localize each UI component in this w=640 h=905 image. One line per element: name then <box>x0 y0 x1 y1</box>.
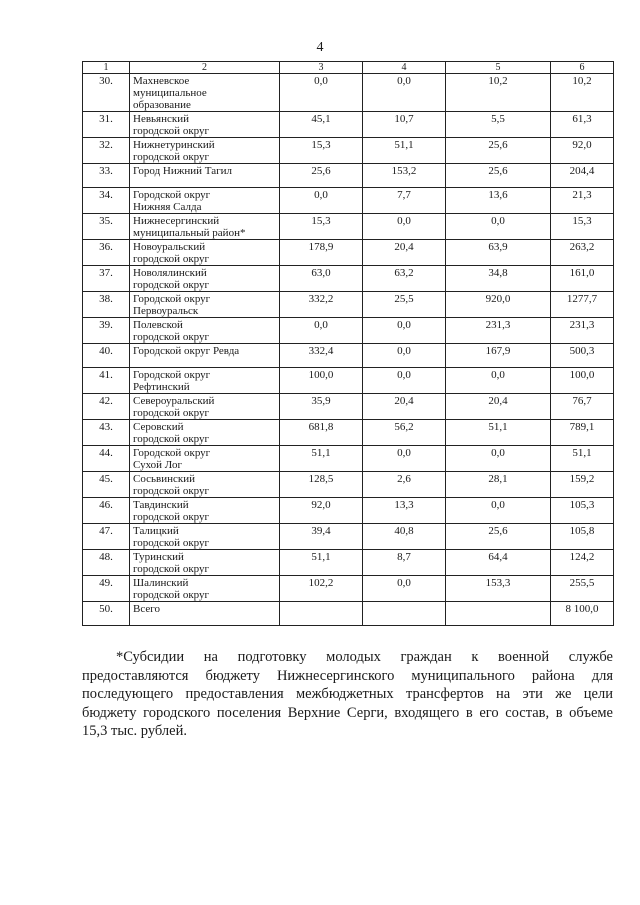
value-cell-c5: 34,8 <box>446 266 551 292</box>
value-cell-c3: 63,0 <box>280 266 363 292</box>
value-cell-c4: 20,4 <box>363 240 446 266</box>
value-cell-c5: 0,0 <box>446 446 551 472</box>
municipality-name-line: муниципальное <box>133 87 207 99</box>
value-cell-c3 <box>280 602 363 626</box>
municipality-name-line: городской округ <box>133 485 210 497</box>
row-number: 46. <box>83 498 130 524</box>
municipality-name-line: Новолялинский <box>133 267 207 279</box>
footnote-line: 15,3 тыс. рублей. <box>82 723 187 739</box>
municipality-name <box>130 266 280 292</box>
row-number: 38. <box>83 292 130 318</box>
table-row <box>83 240 614 266</box>
value-cell-c4: 51,1 <box>363 138 446 164</box>
municipality-name-line: Невьянский <box>133 113 189 125</box>
value-cell-c3: 0,0 <box>280 74 363 112</box>
municipality-name <box>130 214 280 240</box>
value-cell-c4: 2,6 <box>363 472 446 498</box>
value-cell-c3: 39,4 <box>280 524 363 550</box>
value-cell-c3: 178,9 <box>280 240 363 266</box>
municipality-name <box>130 524 280 550</box>
value-cell-c3: 35,9 <box>280 394 363 420</box>
row-number: 36. <box>83 240 130 266</box>
value-cell-c4: 20,4 <box>363 394 446 420</box>
table-row <box>83 472 614 498</box>
table-row <box>83 292 614 318</box>
value-cell-c6: 51,1 <box>551 446 614 472</box>
row-number: 50. <box>83 602 130 626</box>
municipality-name-line: городской округ <box>133 537 210 549</box>
municipality-name <box>130 602 280 626</box>
municipality-name-line: Первоуральск <box>133 305 199 317</box>
municipality-name-line: городской округ <box>133 563 210 575</box>
value-cell-c3: 332,2 <box>280 292 363 318</box>
table-row <box>83 602 614 626</box>
value-cell-c6: 8 100,0 <box>551 602 614 626</box>
value-cell-c6: 124,2 <box>551 550 614 576</box>
value-cell-c3: 102,2 <box>280 576 363 602</box>
row-number: 43. <box>83 420 130 446</box>
municipality-name-line: городской округ <box>133 279 210 291</box>
row-number: 41. <box>83 368 130 394</box>
municipality-name-line: Шалинский <box>133 577 189 589</box>
municipality-name-line: городской округ <box>133 331 210 343</box>
row-number: 37. <box>83 266 130 292</box>
column-header: 3 <box>280 62 363 74</box>
municipality-name <box>130 368 280 394</box>
value-cell-c5: 13,6 <box>446 188 551 214</box>
value-cell-c5: 25,6 <box>446 164 551 188</box>
municipality-name-line: Город Нижний Тагил <box>133 165 232 177</box>
municipality-name <box>130 472 280 498</box>
footnote-line: предоставляются бюджету Нижнесергинского муниципального района для <box>82 667 613 684</box>
municipality-name <box>130 344 280 368</box>
table-row <box>83 368 614 394</box>
table-row <box>83 214 614 240</box>
value-cell-c5: 25,6 <box>446 138 551 164</box>
value-cell-c6: 204,4 <box>551 164 614 188</box>
municipality-name-line: Сосьвинский <box>133 473 195 485</box>
municipality-name <box>130 112 280 138</box>
municipality-name-line: Городской округ <box>133 293 211 305</box>
municipality-name-line: городской округ <box>133 511 210 523</box>
value-cell-c6: 500,3 <box>551 344 614 368</box>
value-cell-c6: 1277,7 <box>551 292 614 318</box>
municipality-name <box>130 498 280 524</box>
value-cell-c5: 0,0 <box>446 368 551 394</box>
value-cell-c4: 63,2 <box>363 266 446 292</box>
value-cell-c5: 28,1 <box>446 472 551 498</box>
footnote-line: *Субсидии на подготовку молодых граждан к военной службе <box>116 649 613 665</box>
footnote <box>82 648 613 741</box>
value-cell-c5: 167,9 <box>446 344 551 368</box>
municipality-name-line: Сухой Лог <box>133 459 182 471</box>
value-cell-c6: 231,3 <box>551 318 614 344</box>
municipality-name-line: Всего <box>133 603 160 615</box>
value-cell-c4: 0,0 <box>363 214 446 240</box>
municipality-name <box>130 240 280 266</box>
row-number: 34. <box>83 188 130 214</box>
value-cell-c6: 10,2 <box>551 74 614 112</box>
row-number: 42. <box>83 394 130 420</box>
value-cell-c6: 159,2 <box>551 472 614 498</box>
municipality-name-line: Городской округ Ревда <box>133 345 240 357</box>
municipality-name-line: городской округ <box>133 433 210 445</box>
row-number: 49. <box>83 576 130 602</box>
municipality-name-line: Рефтинский <box>133 381 190 393</box>
column-header: 6 <box>551 62 614 74</box>
table-row <box>83 498 614 524</box>
table-row <box>83 112 614 138</box>
value-cell-c4: 0,0 <box>363 446 446 472</box>
value-cell-c5 <box>446 602 551 626</box>
municipality-name-line: городской округ <box>133 253 210 265</box>
footnote-line: последующего предоставления межбюджетных трансфертов на эти же цели <box>82 686 613 702</box>
table-row <box>83 266 614 292</box>
value-cell-c3: 45,1 <box>280 112 363 138</box>
value-cell-c4: 0,0 <box>363 318 446 344</box>
value-cell-c5: 63,9 <box>446 240 551 266</box>
value-cell-c5: 5,5 <box>446 112 551 138</box>
value-cell-c6: 76,7 <box>551 394 614 420</box>
municipality-name-line: муниципальный район* <box>133 227 246 239</box>
value-cell-c6: 100,0 <box>551 368 614 394</box>
value-cell-c4: 0,0 <box>363 344 446 368</box>
table-row <box>83 446 614 472</box>
value-cell-c4: 13,3 <box>363 498 446 524</box>
value-cell-c4: 10,7 <box>363 112 446 138</box>
value-cell-c6: 789,1 <box>551 420 614 446</box>
value-cell-c5: 25,6 <box>446 524 551 550</box>
table-row <box>83 164 614 188</box>
table-row <box>83 550 614 576</box>
value-cell-c4: 8,7 <box>363 550 446 576</box>
value-cell-c5: 20,4 <box>446 394 551 420</box>
municipality-name-line: Нижняя Салда <box>133 201 202 213</box>
value-cell-c5: 10,2 <box>446 74 551 112</box>
value-cell-c6: 21,3 <box>551 188 614 214</box>
row-number: 40. <box>83 344 130 368</box>
municipality-name-line: городской округ <box>133 589 210 601</box>
value-cell-c6: 92,0 <box>551 138 614 164</box>
municipality-name <box>130 74 280 112</box>
municipality-name <box>130 576 280 602</box>
value-cell-c4: 0,0 <box>363 74 446 112</box>
municipality-name-line: Тавдинский <box>133 499 189 511</box>
table-row <box>83 420 614 446</box>
column-header: 2 <box>130 62 280 74</box>
value-cell-c5: 51,1 <box>446 420 551 446</box>
row-number: 31. <box>83 112 130 138</box>
value-cell-c6: 255,5 <box>551 576 614 602</box>
municipality-name-line: Нижнесергинский <box>133 215 220 227</box>
municipality-name <box>130 292 280 318</box>
municipality-name-line: образование <box>133 99 191 111</box>
value-cell-c6: 161,0 <box>551 266 614 292</box>
municipality-name-line: Полевской <box>133 319 183 331</box>
municipality-name-line: Городской округ <box>133 189 211 201</box>
value-cell-c5: 64,4 <box>446 550 551 576</box>
row-number: 33. <box>83 164 130 188</box>
municipality-name <box>130 318 280 344</box>
value-cell-c5: 0,0 <box>446 498 551 524</box>
table-row <box>83 188 614 214</box>
value-cell-c3: 25,6 <box>280 164 363 188</box>
municipality-name-line: городской округ <box>133 125 210 137</box>
municipality-name-line: городской округ <box>133 407 210 419</box>
value-cell-c4: 0,0 <box>363 576 446 602</box>
row-number: 39. <box>83 318 130 344</box>
value-cell-c6: 105,3 <box>551 498 614 524</box>
column-header: 1 <box>83 62 130 74</box>
value-cell-c6: 105,8 <box>551 524 614 550</box>
value-cell-c6: 263,2 <box>551 240 614 266</box>
municipality-name-line: Нижнетуринский <box>133 139 215 151</box>
table-row <box>83 344 614 368</box>
municipality-name <box>130 420 280 446</box>
value-cell-c3: 51,1 <box>280 550 363 576</box>
municipality-name-line: Новоуральский <box>133 241 206 253</box>
table-row <box>83 318 614 344</box>
value-cell-c4: 153,2 <box>363 164 446 188</box>
municipality-name <box>130 446 280 472</box>
value-cell-c3: 92,0 <box>280 498 363 524</box>
value-cell-c3: 332,4 <box>280 344 363 368</box>
value-cell-c3: 15,3 <box>280 214 363 240</box>
footnote-line: бюджету городского поселения Верхние Серги, входящего в его состав, в объеме <box>82 704 613 721</box>
page-number: 4 <box>316 40 324 55</box>
municipality-name-line: Махневское <box>133 75 190 87</box>
value-cell-c6: 61,3 <box>551 112 614 138</box>
value-cell-c5: 153,3 <box>446 576 551 602</box>
row-number: 32. <box>83 138 130 164</box>
value-cell-c3: 681,8 <box>280 420 363 446</box>
value-cell-c3: 128,5 <box>280 472 363 498</box>
value-cell-c5: 231,3 <box>446 318 551 344</box>
table-row <box>83 576 614 602</box>
row-number: 48. <box>83 550 130 576</box>
municipality-name <box>130 164 280 188</box>
value-cell-c6: 15,3 <box>551 214 614 240</box>
municipality-name <box>130 394 280 420</box>
value-cell-c4: 25,5 <box>363 292 446 318</box>
row-number: 30. <box>83 74 130 112</box>
value-cell-c5: 920,0 <box>446 292 551 318</box>
value-cell-c3: 100,0 <box>280 368 363 394</box>
municipality-name <box>130 188 280 214</box>
table-row <box>83 524 614 550</box>
municipality-name-line: Североуральский <box>133 395 215 407</box>
value-cell-c3: 15,3 <box>280 138 363 164</box>
row-number: 47. <box>83 524 130 550</box>
municipality-name-line: Городской округ <box>133 369 211 381</box>
municipality-name <box>130 138 280 164</box>
municipality-name-line: Туринский <box>133 551 184 563</box>
value-cell-c4 <box>363 602 446 626</box>
municipality-name-line: Талицкий <box>133 525 179 537</box>
value-cell-c5: 0,0 <box>446 214 551 240</box>
municipality-name-line: Серовский <box>133 421 184 433</box>
value-cell-c3: 51,1 <box>280 446 363 472</box>
value-cell-c3: 0,0 <box>280 318 363 344</box>
row-number: 44. <box>83 446 130 472</box>
value-cell-c3: 0,0 <box>280 188 363 214</box>
subsidy-table <box>82 61 614 626</box>
municipality-name-line: Городской округ <box>133 447 211 459</box>
row-number: 45. <box>83 472 130 498</box>
table-row <box>83 394 614 420</box>
value-cell-c4: 40,8 <box>363 524 446 550</box>
municipality-name <box>130 550 280 576</box>
value-cell-c4: 56,2 <box>363 420 446 446</box>
table-row <box>83 74 614 112</box>
table-row <box>83 138 614 164</box>
column-header: 4 <box>363 62 446 74</box>
municipality-name-line: городской округ <box>133 151 210 163</box>
value-cell-c4: 0,0 <box>363 368 446 394</box>
column-header: 5 <box>446 62 551 74</box>
value-cell-c4: 7,7 <box>363 188 446 214</box>
row-number: 35. <box>83 214 130 240</box>
table-header-row <box>83 62 614 74</box>
